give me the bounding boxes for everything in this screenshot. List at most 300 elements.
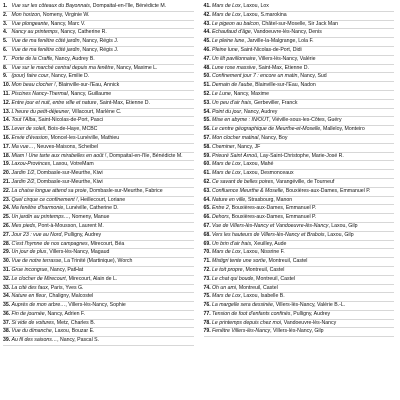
entry-number: 5. xyxy=(3,38,8,45)
entry-title: Fenêtre Villers-lès-Nancy xyxy=(212,328,271,335)
entry-number: 51. xyxy=(203,82,211,89)
entry-title: Envie d'évasion xyxy=(11,134,48,141)
entry-title: Mes pieds xyxy=(11,222,36,229)
list-item xyxy=(204,73,395,82)
entry-number: 34. xyxy=(3,293,11,300)
entry-number: 66. xyxy=(203,214,211,221)
entry-number: 39. xyxy=(3,337,11,344)
list-item xyxy=(204,214,395,223)
entry-title: Tension de foot d'enfants confinés xyxy=(212,310,291,317)
list-item xyxy=(3,126,194,135)
entry-title: Mars de Lox xyxy=(212,11,241,18)
list-item xyxy=(3,285,194,294)
entry-credit: , Mirecourt, Béa xyxy=(87,240,125,247)
entry-credit: , Montreuil, Castel xyxy=(242,266,285,273)
entry-credit: , Montreuil, Castel xyxy=(253,275,296,282)
entry-number: 19. xyxy=(3,161,11,168)
list-item xyxy=(3,161,194,170)
entry-number: 26. xyxy=(3,222,11,229)
entry-credit: , Villers-lès-Nancy, Valérie B.-L. xyxy=(272,302,346,309)
entry-text xyxy=(212,127,394,132)
entry-text xyxy=(212,268,394,273)
entry-credit: , Saint-Max, Etienne D. xyxy=(96,99,150,106)
entry-title: Echaufaud d'âge xyxy=(212,29,251,36)
list-item xyxy=(3,21,194,30)
entry-text xyxy=(12,110,194,115)
entry-number: 75. xyxy=(203,293,211,300)
entry-text xyxy=(212,57,394,62)
list-item xyxy=(204,82,395,91)
list-item xyxy=(3,320,194,329)
entry-text xyxy=(12,162,194,167)
entry-text xyxy=(212,189,394,194)
entry-number: 61. xyxy=(203,170,211,177)
list-item xyxy=(204,38,395,47)
list-item xyxy=(204,293,395,302)
entry-number: 79. xyxy=(203,328,211,335)
entry-title: Ma fenêtre d'harmonie xyxy=(11,205,64,212)
entry-number: 72. xyxy=(203,266,211,273)
entry-number: 28. xyxy=(3,240,11,247)
list-item xyxy=(204,328,395,337)
entry-number: 41. xyxy=(203,3,211,9)
list-item xyxy=(204,320,395,329)
entry-credit: , Villers-lès-Nancy, Gilp xyxy=(270,328,324,335)
list-item xyxy=(204,161,395,170)
entry-number: 54. xyxy=(203,108,211,115)
entry-title: Un peu d'air frais xyxy=(212,99,252,106)
entry-credit: , Vandoeuvre-lès-Nancy, Denis xyxy=(250,29,322,36)
entry-number: 65. xyxy=(203,205,211,212)
entry-credit: , Jarville-la-Malgrange, Lola F. xyxy=(244,38,314,45)
entry-number: 12. xyxy=(3,99,11,106)
entry-number: 18. xyxy=(3,152,11,159)
entry-credit: , Châtel-sur-Moselle, Sir Jack Man xyxy=(258,20,339,27)
entry-text xyxy=(212,92,394,97)
entry-title: Mars de Lox xyxy=(212,161,241,168)
entry-text xyxy=(212,329,394,334)
entry-title: Le chat qui boude xyxy=(212,275,254,282)
entry-credit: , Bouxières-aux-Dames, Emmanuel P. xyxy=(228,214,317,221)
list-item xyxy=(3,65,194,74)
entry-number: 11. xyxy=(3,90,10,97)
list-item xyxy=(204,91,395,100)
entry-title: Pleine lune xyxy=(212,46,238,53)
list-item xyxy=(3,311,194,320)
entry-number: 68. xyxy=(203,231,211,238)
entry-text xyxy=(12,4,194,9)
entry-title: Piscines Nancy-Thermal xyxy=(11,90,68,97)
entry-number: 25. xyxy=(3,214,11,221)
entry-text xyxy=(12,259,194,264)
entry-number: 78. xyxy=(203,319,211,326)
entry-number: 63. xyxy=(203,187,211,194)
entry-credit: , Nancy, Adrien F. xyxy=(44,310,85,317)
entry-title: Le pleine lune xyxy=(212,38,245,45)
entry-text xyxy=(12,329,194,334)
entry-title: Lever de soleil xyxy=(11,126,45,133)
list-item xyxy=(204,21,395,30)
entry-number: 76. xyxy=(203,302,211,309)
entry-title: Le pigeon au balcon xyxy=(212,20,259,27)
entry-credit: , Nancy, Audrey xyxy=(241,108,278,115)
entry-title: Prieuré Saint Arnoû xyxy=(212,152,258,159)
entry-title: Le clocher de Mirecourt xyxy=(11,275,66,282)
entry-text xyxy=(212,171,394,176)
entry-title: Mars de Lox xyxy=(212,3,241,9)
entry-text xyxy=(212,39,394,44)
list-item xyxy=(3,293,194,302)
list-item xyxy=(204,117,395,126)
list-item xyxy=(3,205,194,214)
list-item xyxy=(204,12,395,21)
entry-credit: , Nancy, Marc V. xyxy=(47,20,86,27)
list-item xyxy=(204,100,395,109)
entry-title: Le toit propre xyxy=(212,266,243,273)
list-item xyxy=(3,223,194,232)
entry-title: Confluence Meurthe & Moselle xyxy=(212,187,283,194)
entry-text xyxy=(12,242,194,247)
list-item xyxy=(3,12,194,21)
entry-credit: , Bouxières-aux-Dames, Emmanuel P. xyxy=(282,187,371,194)
entry-credit: , Saint-Nicolas-de-Port, Didi xyxy=(237,46,302,53)
list-item xyxy=(204,258,395,267)
entry-number: 22. xyxy=(3,187,11,194)
entry-title: Oh un ami xyxy=(212,284,236,291)
entry-credit: , Laxou, Isabelle B. xyxy=(240,293,285,300)
entry-text xyxy=(12,22,194,27)
list-item xyxy=(204,267,395,276)
entry-number: 58. xyxy=(203,143,211,150)
list-item xyxy=(3,170,194,179)
entry-number: 46. xyxy=(203,46,211,53)
entry-text xyxy=(212,259,394,264)
entry-title: Au fil des saisons… xyxy=(11,337,58,344)
entry-text xyxy=(212,277,394,282)
entry-number: 35. xyxy=(3,302,11,309)
entry-credit: , Mirecourt, Alain de L. xyxy=(65,275,118,282)
list-item xyxy=(3,100,194,109)
list-item xyxy=(204,29,395,38)
entry-text xyxy=(12,83,194,88)
entry-number: 70. xyxy=(203,249,211,256)
entry-credit: , Nancy, Maxime xyxy=(230,90,270,97)
entry-text xyxy=(12,92,194,97)
entry-title: Ce savant de belles poires xyxy=(212,178,274,185)
list-item xyxy=(3,179,194,188)
entry-number: 24. xyxy=(3,205,11,212)
entry-number: 15. xyxy=(3,126,11,133)
entry-text xyxy=(12,39,194,44)
entry-credit: , Nancy, PatHat xyxy=(47,266,84,273)
entry-text xyxy=(212,321,394,326)
entry-text xyxy=(212,312,394,317)
list-item xyxy=(204,153,395,162)
entry-title: Auprès de mon arbre… xyxy=(11,302,66,309)
entry-title: Tout l'Alba xyxy=(11,117,36,124)
entry-credit: , Nancy, Boy xyxy=(258,134,288,141)
entry-credit: , Montreuil, Castel xyxy=(265,258,308,265)
entry-text xyxy=(212,198,394,203)
entry-credit: , Saint-Max, Etienne D. xyxy=(255,64,309,71)
entry-credit: , Nancy, Catherine R. xyxy=(57,29,107,36)
entry-title: Vers les hauteurs de Villers-lès-Nancy et Brabois xyxy=(212,231,325,238)
entry-credit: , Lay-Saint-Christophe, Marie-José R. xyxy=(257,152,344,159)
entry-title: Nature en fleur xyxy=(11,293,46,300)
list-column-left xyxy=(3,3,194,400)
entry-number: 47. xyxy=(203,55,211,62)
entry-text xyxy=(12,338,194,343)
entry-text xyxy=(12,154,194,159)
entry-credit: , Laxou, S.marokina xyxy=(240,11,287,18)
entry-title: Mistigri tente une sortie xyxy=(212,258,266,265)
entry-title: Vue de notre terrasse xyxy=(11,258,62,265)
entry-credit: , Nancy, Pascal S. xyxy=(57,337,100,344)
entry-number: 23. xyxy=(3,196,11,203)
list-item xyxy=(3,135,194,144)
entry-text xyxy=(12,233,194,238)
entry-credit: , La Trinité (Martinique), Worch xyxy=(61,258,133,265)
entry-title: Ma vue… xyxy=(11,143,34,150)
list-item xyxy=(204,311,395,320)
entry-number: 62. xyxy=(203,178,211,185)
entry-text xyxy=(212,110,394,115)
entry-title: Entre 2 xyxy=(212,205,229,212)
entry-text xyxy=(12,13,194,18)
entry-title: Mon horizon xyxy=(11,11,41,18)
entry-credit: , Nancy, JF xyxy=(234,143,261,150)
entry-text xyxy=(12,189,194,194)
list-item xyxy=(204,3,395,12)
entry-credit: , Lunéville, Catherine D. xyxy=(63,205,119,212)
entry-number: 32. xyxy=(3,275,11,282)
entry-text xyxy=(12,127,194,132)
entry-credit: , Laxou, Mahé xyxy=(240,161,274,168)
entry-title: Confinement jour 7 : encore un matin xyxy=(212,73,298,80)
entry-text xyxy=(212,224,394,229)
list-item xyxy=(204,285,395,294)
entry-text xyxy=(212,180,394,185)
entry-number: 71. xyxy=(203,258,211,265)
entry-credit: , Varangéville, de Tourneuf xyxy=(273,178,335,185)
entry-text xyxy=(212,30,394,35)
entry-text xyxy=(212,145,394,150)
entry-text xyxy=(212,4,394,9)
entry-number: 64. xyxy=(203,196,211,203)
entry-title: Un jardin au printemps… xyxy=(11,214,69,221)
entry-text xyxy=(212,303,394,308)
entry-number: 55. xyxy=(203,117,211,124)
entry-text xyxy=(212,154,394,159)
entry-text xyxy=(212,215,394,220)
entry-number: 30. xyxy=(3,258,11,265)
list-item xyxy=(3,29,194,38)
list-item xyxy=(3,117,194,126)
entry-credit: , Villers-lès-Nancy, Magaud xyxy=(46,249,110,256)
entry-number: 6. xyxy=(3,46,8,53)
entry-title: Vue sur les côteaux du Bayonnais xyxy=(11,3,90,9)
entry-credit: , Laxou, Gilp xyxy=(324,231,354,238)
entry-title: Miam ! Une tarte aux mirabelles en août ! xyxy=(11,152,107,159)
entry-text xyxy=(212,118,394,123)
entry-text xyxy=(212,13,394,18)
entry-title: Mars de Lox xyxy=(212,293,241,300)
entry-credit: , Nancy, Emilie D. xyxy=(48,73,90,80)
entry-number: 52. xyxy=(203,90,211,97)
entry-title: Si vide de voitures xyxy=(11,319,54,326)
entry-number: 14. xyxy=(3,117,11,124)
entry-number: 48. xyxy=(203,64,211,71)
entry-credit: , Villers-lès-Nancy, Valérie xyxy=(255,55,316,62)
entry-number: 57. xyxy=(203,134,211,141)
entry-number: 27. xyxy=(3,231,11,238)
list-item xyxy=(204,302,395,311)
entry-title: Quel cirque ce confinement ! xyxy=(11,196,78,203)
entry-number: 50. xyxy=(203,73,211,80)
entry-title: Lune rose massive xyxy=(212,64,256,71)
entry-text xyxy=(212,294,394,299)
entry-credit: , Bois-de-Haye, MCBC xyxy=(44,126,98,133)
entry-text xyxy=(12,171,194,176)
entry-number: 77. xyxy=(203,310,211,317)
entry-title: Grue incongrue xyxy=(11,266,48,273)
entry-title: Demain de l'aube xyxy=(212,82,253,89)
entry-title: Le centre géographique de Meurthe-et-Moselle xyxy=(212,126,321,133)
entry-number: 73. xyxy=(203,275,211,282)
entry-credit: , Saint-Nicolas-de-Port, Pasci xyxy=(35,117,104,124)
entry-title: Vue de Villers-lès-Nancy et Vandoeuvre-lès-Nancy xyxy=(212,222,329,229)
entry-title: C'est l'hymne de nos campagnes xyxy=(11,240,88,247)
entry-number: 9. xyxy=(3,73,8,80)
entry-number: 2. xyxy=(3,11,8,18)
entry-credit: , Neuves-Maisons, Scheibel xyxy=(33,143,98,150)
entry-title: Un jour de plus xyxy=(11,249,47,256)
entry-text xyxy=(212,233,394,238)
entry-credit: , Villacourt, Marlène C. xyxy=(69,108,122,115)
list-item xyxy=(3,197,194,206)
entry-credit: , Xeuilley, Aude xyxy=(251,240,287,247)
entry-title: Mars de Lox xyxy=(212,249,241,256)
list-item xyxy=(3,267,194,276)
entry-number: 16. xyxy=(3,134,11,141)
entry-text xyxy=(12,48,194,53)
entry-text xyxy=(212,206,394,211)
list-item xyxy=(3,91,194,100)
entry-credit: , Nancy, Guillaume xyxy=(67,90,112,97)
entry-credit: , Dombasle-sur-Meurthe, Kiwi xyxy=(34,170,103,177)
entry-text xyxy=(12,268,194,273)
entry-text xyxy=(12,198,194,203)
entry-title: L'heure du petit-déjeuner xyxy=(11,108,70,115)
entry-credit: , Laxou, Lox xyxy=(240,3,269,9)
entry-number: 56. xyxy=(203,126,211,133)
entry-credit: , Nancy, Régis J. xyxy=(79,46,119,53)
entry-text xyxy=(12,74,194,79)
entry-text xyxy=(212,48,394,53)
entry-title: Le Lune xyxy=(212,90,231,97)
list-item xyxy=(204,47,395,56)
entry-number: 31. xyxy=(3,266,11,273)
entry-number: 69. xyxy=(203,240,211,247)
list-item xyxy=(204,197,395,206)
list-item xyxy=(204,56,395,65)
entry-credit: , Strasbourg, Manon xyxy=(245,196,293,203)
entry-credit: , Viéville-sous-les-Côtes, Guéry xyxy=(269,117,342,124)
entry-credit: , Blainville-sur-l'Eau, Nadon xyxy=(252,82,316,89)
list-item xyxy=(204,223,395,232)
entry-text xyxy=(212,83,394,88)
entry-title: Vue plongeante xyxy=(11,20,48,27)
entry-text xyxy=(212,250,394,255)
entry-number: 36. xyxy=(3,310,11,317)
entry-title: (pour) faire cour xyxy=(11,73,49,80)
list-item xyxy=(3,249,194,258)
entry-title: Dehors xyxy=(212,214,229,221)
entry-title: Vue du dimanche xyxy=(11,328,52,335)
entry-text xyxy=(212,74,394,79)
list-item xyxy=(204,232,395,241)
entry-number: 7. xyxy=(3,55,8,62)
entry-credit: , Nomeny, Manue xyxy=(68,214,110,221)
entry-title: Vue sur le marché central depuis ma fenêtre xyxy=(11,64,114,71)
entry-title: Mars de Lox xyxy=(212,170,241,177)
list-item xyxy=(3,302,194,311)
list-item xyxy=(3,47,194,56)
entry-credit: , Nancy, Régis J. xyxy=(79,38,119,45)
entry-text xyxy=(12,321,194,326)
entry-text xyxy=(12,286,194,291)
list-item xyxy=(204,65,395,74)
list-item xyxy=(204,249,395,258)
list-item xyxy=(3,3,194,12)
list-item xyxy=(3,144,194,153)
entry-title: Porte de la Craffe xyxy=(11,55,53,62)
list-item xyxy=(204,241,395,250)
entry-title: Un brin d'air frais xyxy=(212,240,252,247)
entry-credit: , Gerbeviller, Franck xyxy=(251,99,298,106)
entry-title: Point du jour xyxy=(212,108,242,115)
list-column-right xyxy=(204,3,395,400)
entry-text xyxy=(212,162,394,167)
entry-text xyxy=(12,57,194,62)
entry-number: 17. xyxy=(3,143,11,150)
list-item xyxy=(204,135,395,144)
list-item xyxy=(3,82,194,91)
entry-number: 33. xyxy=(3,284,11,291)
list-item xyxy=(3,56,194,65)
entry-title: Fin de journée xyxy=(11,310,45,317)
entry-title: Entre jour et nuit, entre ville et nature xyxy=(11,99,97,106)
list-item xyxy=(3,214,194,223)
entry-credit: , Paris, Yves G. xyxy=(47,284,84,291)
entry-number: 45. xyxy=(203,38,211,45)
entry-number: 67. xyxy=(203,222,211,229)
list-item xyxy=(3,188,194,197)
list-item xyxy=(204,179,395,188)
entry-text xyxy=(12,180,194,185)
list-item xyxy=(204,188,395,197)
entry-text xyxy=(12,118,194,123)
entry-title: Jardin 1/2 xyxy=(11,170,35,177)
entry-number: 53. xyxy=(203,99,211,106)
list-item xyxy=(3,38,194,47)
list-item xyxy=(204,144,395,153)
entry-title: La margelle sera dessinée xyxy=(212,302,273,309)
entry-number: 44. xyxy=(203,29,211,36)
entry-text xyxy=(12,277,194,282)
entry-text xyxy=(212,66,394,71)
entry-credit: , Blainville-sur-l'Eau, Annick xyxy=(55,82,120,89)
